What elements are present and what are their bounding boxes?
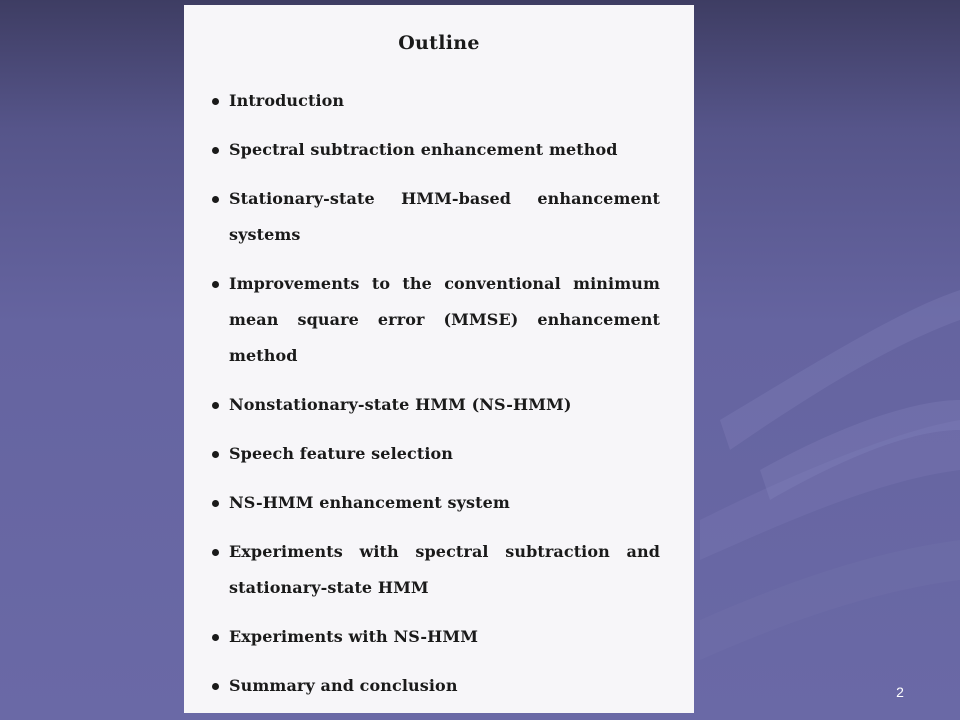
bullet-icon (212, 281, 219, 288)
outline-item-text: Stationary-state HMM-based enhancement systems (229, 189, 660, 244)
outline-title: Outline (398, 32, 480, 54)
bullet-icon (212, 196, 219, 203)
outline-item (212, 387, 660, 423)
bullet-icon (212, 500, 219, 507)
outline-item (212, 619, 660, 655)
slide-number: 2 (896, 684, 904, 700)
bullet-icon (212, 402, 219, 409)
scanned-document-page (184, 5, 694, 713)
outline-item-text: Introduction (229, 91, 345, 110)
outline-item-text: Summary and conclusion (229, 676, 458, 695)
outline-item (212, 83, 660, 119)
outline-item (212, 436, 660, 472)
outline-list (212, 83, 660, 717)
bullet-icon (212, 451, 219, 458)
outline-item (212, 485, 660, 521)
outline-item-text: Improvements to the conventional minimum mean square error (MMSE) enhancement method (229, 274, 660, 365)
outline-item (212, 534, 660, 606)
outline-item-text: Spectral subtraction enhancement method (229, 140, 618, 159)
outline-item (212, 181, 660, 253)
bullet-icon (212, 98, 219, 105)
bullet-icon (212, 634, 219, 641)
bullet-icon (212, 147, 219, 154)
outline-item (212, 266, 660, 374)
outline-item (212, 668, 660, 704)
outline-item-text: Nonstationary-state HMM (NS-HMM) (229, 395, 572, 414)
bullet-icon (212, 549, 219, 556)
outline-item-text: Experiments with NS-HMM (229, 627, 479, 646)
outline-item-text: Speech feature selection (229, 444, 454, 463)
bullet-icon (212, 683, 219, 690)
outline-item (212, 132, 660, 168)
outline-item-text: Experiments with spectral subtraction and stationary-state HMM (229, 542, 660, 597)
outline-item-text: NS-HMM enhancement system (229, 493, 510, 512)
